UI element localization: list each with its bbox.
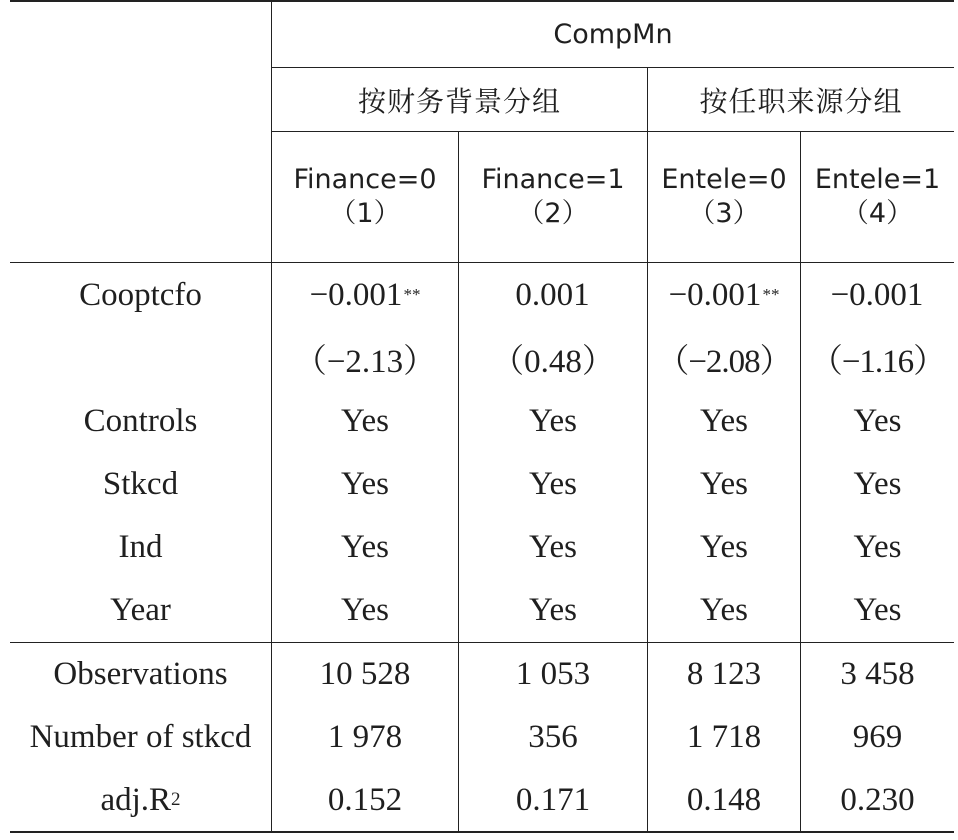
dependent-variable-header: CompMn: [553, 19, 673, 50]
row-label-adj-r2: [10, 769, 271, 831]
table-cell: Yes: [528, 529, 578, 565]
table-cell: 3 458: [840, 656, 915, 692]
column-header-4: [801, 132, 954, 262]
coef-cell: [272, 264, 458, 326]
coef-value: −0.001: [830, 276, 924, 313]
tstat-cell: （−1.16）: [809, 343, 946, 380]
table-cell: Yes: [699, 529, 749, 565]
table-cell: Yes: [853, 466, 902, 502]
column-label: Entele=1: [814, 164, 941, 195]
row-label-controls: Controls: [83, 403, 198, 439]
table-cell: Yes: [340, 529, 390, 565]
table-cell: Yes: [699, 592, 749, 628]
table-cell: 1 978: [327, 719, 403, 755]
regression-table: [10, 0, 954, 833]
coef-cell: [648, 264, 800, 326]
table-cell: 0.148: [686, 781, 762, 818]
table-cell: 10 528: [319, 656, 411, 692]
group-finance-header: 按财务背景分组: [357, 84, 561, 118]
table-cell: 0.230: [840, 781, 915, 818]
coef-value: −0.001: [668, 276, 762, 313]
table-cell: 8 123: [686, 656, 762, 692]
coef-cell: [459, 264, 647, 326]
table-cell: 0.171: [515, 781, 591, 818]
table-cell: 969: [852, 719, 903, 755]
row-label-number-of-stkcd: Number of stkcd: [29, 719, 252, 755]
table-cell: Yes: [528, 466, 578, 502]
column-number: （1）: [329, 198, 401, 229]
column-label: Finance=0: [293, 164, 437, 195]
bottom-rule: [10, 831, 954, 833]
column-header-3: [648, 132, 800, 262]
significance-stars: **: [403, 285, 421, 304]
tstat-cell: （−2.08）: [656, 343, 792, 380]
row-label-ind: Ind: [118, 529, 163, 565]
column-label: Entele=0: [661, 164, 787, 195]
table-cell: Yes: [528, 592, 578, 628]
table-cell: Yes: [528, 403, 578, 439]
row-label-cooptcfo: Cooptcfo: [79, 276, 202, 313]
column-number: （4）: [841, 198, 914, 229]
table-cell: Yes: [699, 466, 749, 502]
group-tenure-header: 按任职来源分组: [699, 84, 903, 118]
row-label-observations: Observations: [53, 656, 228, 692]
table-cell: 0.152: [327, 781, 403, 818]
table-cell: Yes: [699, 403, 749, 439]
coef-cell: [801, 264, 954, 326]
table-cell: 356: [528, 719, 578, 755]
column-number: （2）: [517, 198, 589, 229]
coef-value: −0.001: [309, 276, 403, 313]
tstat-cell: （0.48）: [491, 343, 615, 380]
adj-r-superscript: 2: [171, 789, 181, 810]
table-cell: 1 718: [686, 719, 762, 755]
column-header-1: [272, 132, 458, 262]
column-label: Finance=1: [481, 164, 625, 195]
table-cell: Yes: [340, 466, 390, 502]
coef-value: 0.001: [515, 276, 590, 313]
header-bottom-rule: [10, 262, 954, 263]
table-cell: 1 053: [515, 656, 591, 692]
tstat-cell: （−2.13）: [293, 343, 437, 380]
table-cell: Yes: [853, 529, 902, 565]
table-cell: Yes: [853, 403, 902, 439]
table-cell: Yes: [853, 592, 902, 628]
table-cell: Yes: [340, 592, 390, 628]
row-label-stkcd: Stkcd: [102, 466, 179, 502]
column-header-2: [459, 132, 647, 262]
table-cell: Yes: [340, 403, 390, 439]
adj-r-base: adj.R: [100, 781, 172, 818]
significance-stars: **: [762, 285, 780, 304]
column-number: （3）: [688, 198, 760, 229]
row-label-year: Year: [110, 592, 171, 628]
